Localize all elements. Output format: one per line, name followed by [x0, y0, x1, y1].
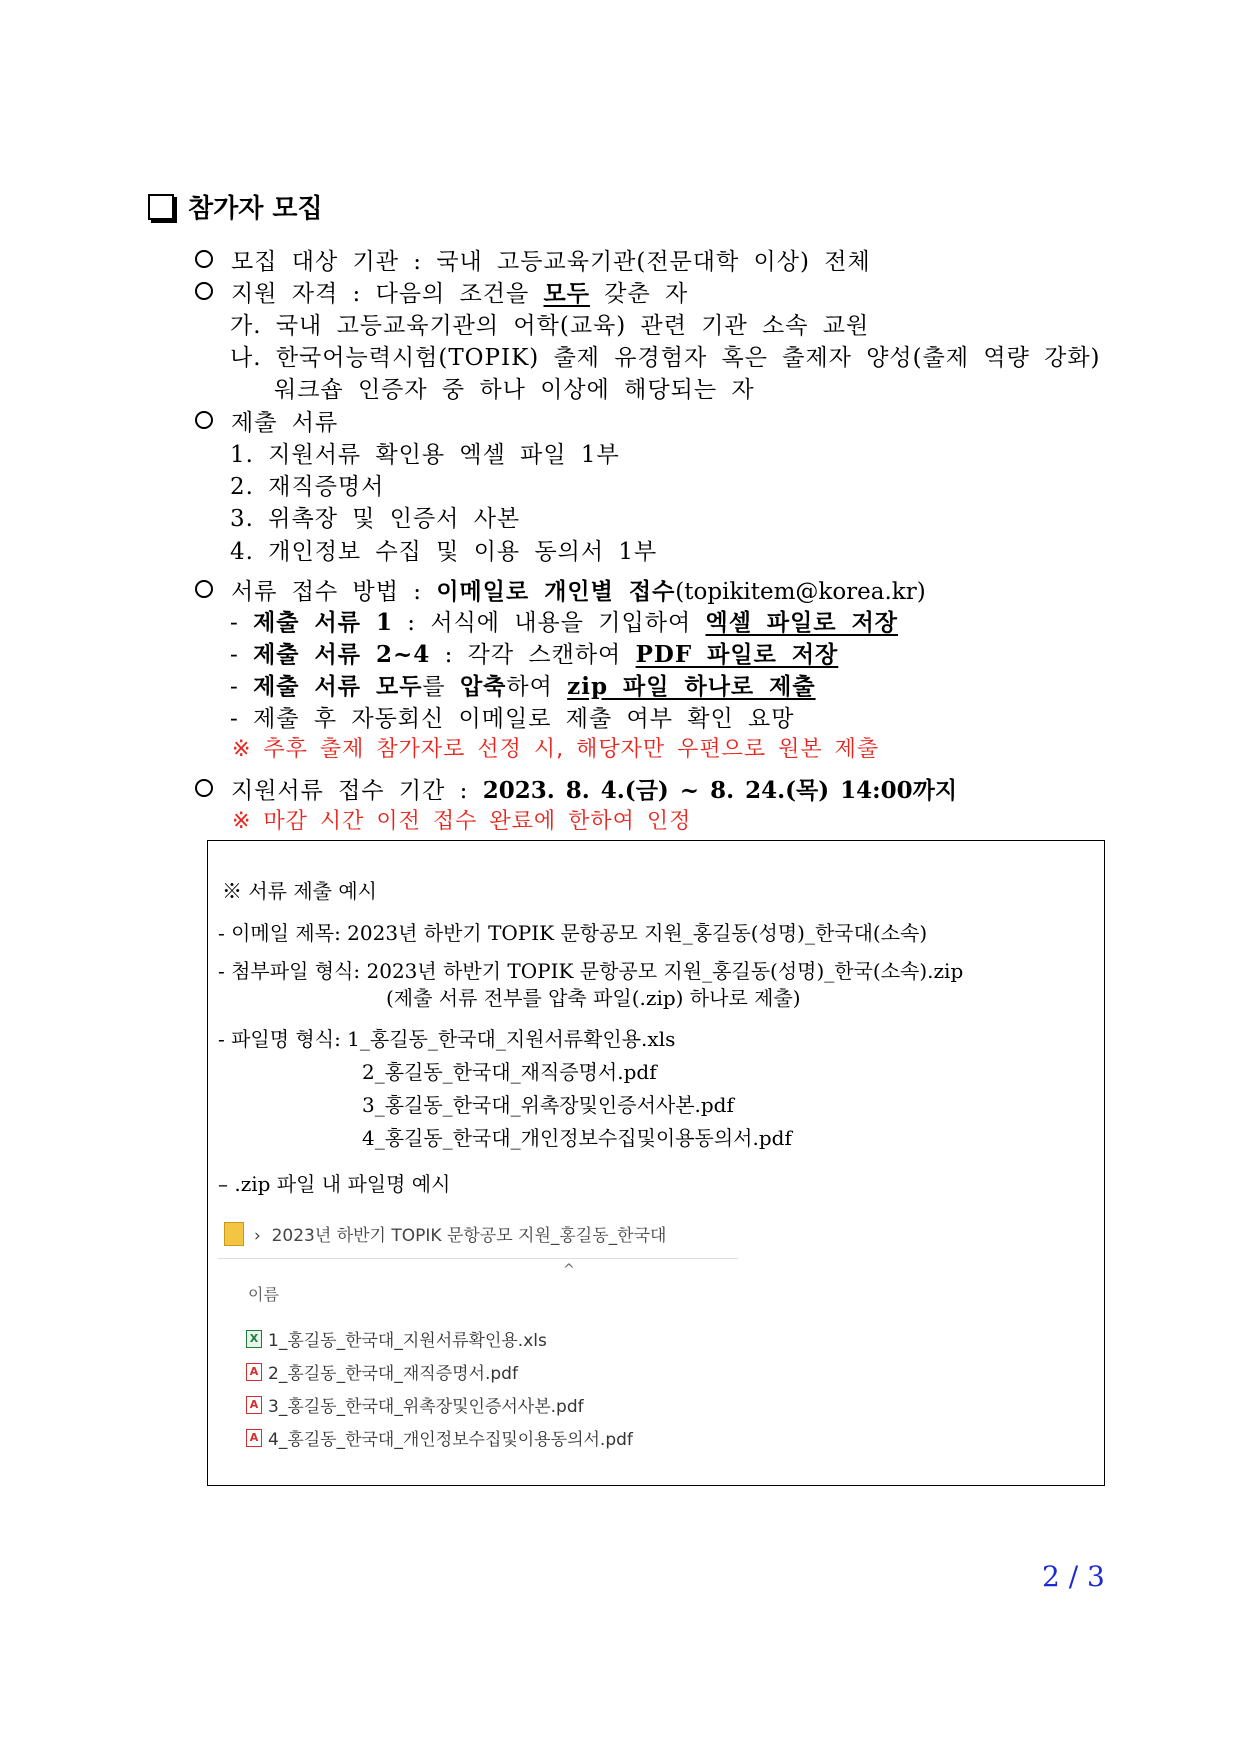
qual-item-a: 가. 국내 고등교육기관의 어학(교육) 관련 기관 소속 교원 — [230, 313, 870, 339]
bullet-circle-icon — [195, 411, 213, 429]
m4-text: 제출 후 자동회신 이메일로 제출 여부 확인 요망 — [253, 706, 795, 732]
fname-item: 4_홍길동_한국대_개인정보수집및이용동의서.pdf — [362, 1126, 792, 1150]
file-row[interactable] — [246, 1326, 547, 1351]
file-row[interactable] — [246, 1359, 518, 1384]
fname-label: - 파일명 형식: — [218, 1027, 341, 1051]
file-row[interactable] — [246, 1425, 633, 1450]
method-label: 서류 접수 방법 — [231, 579, 399, 605]
explorer-window — [218, 1218, 738, 1463]
m2-underline: PDF 파일로 저장 — [635, 641, 839, 668]
qual-item-b-line2: 워크숍 인증자 중 하나 이상에 해당되는 자 — [274, 377, 755, 403]
file-name: 4_홍길동_한국대_개인정보수집및이용동의서.pdf — [268, 1430, 633, 1450]
method-step-2: - 제출 서류 2~4 : 각각 스캔하여 PDF 파일로 저장 — [230, 641, 839, 668]
folder-icon — [224, 1222, 244, 1246]
item-period: 지원서류 접수 기간 : 2023. 8. 4.(금) ~ 8. 24.(목) 14:00까지 — [195, 772, 957, 805]
bullet-circle-icon — [195, 250, 213, 268]
zip-example-label: – .zip 파일 내 파일명 예시 — [218, 1172, 451, 1196]
m3-emphasis-2: 압축 — [459, 673, 507, 700]
item-method: 서류 접수 방법 : 이메일로 개인별 접수(topikitem@korea.kr) — [195, 573, 926, 606]
bullet-circle-icon — [195, 282, 213, 300]
doc-item: 1. 지원서류 확인용 엑셀 파일 1부 — [230, 442, 620, 468]
item-target: 모집 대상 기관 : 국내 고등교육기관(전문대학 이상) 전체 — [195, 243, 871, 276]
m3-text: 를 — [422, 674, 446, 700]
attach-note: (제출 서류 전부를 압축 파일(.zip) 하나로 제출) — [386, 986, 801, 1010]
file-row[interactable] — [246, 1392, 584, 1417]
period-note: ※ 마감 시간 이전 접수 완료에 한하여 인정 — [232, 809, 692, 834]
qual-label: 지원 자격 — [231, 281, 339, 307]
item-documents — [195, 404, 338, 437]
m3-text-2: 하여 — [506, 674, 553, 700]
m2-text: 각각 스캔하여 — [467, 642, 622, 668]
target-value: 국내 고등교육기관(전문대학 이상) 전체 — [436, 249, 871, 275]
file-name: 1_홍길동_한국대_지원서류확인용.xls — [268, 1331, 547, 1351]
excel-icon: X — [246, 1330, 262, 1348]
m3-emphasis: 제출 서류 모두 — [253, 673, 423, 700]
doc-item: 3. 위촉장 및 인증서 사본 — [230, 506, 521, 532]
docs-label: 제출 서류 — [231, 410, 339, 436]
pdf-icon: A — [246, 1363, 262, 1381]
bullet-circle-icon — [195, 779, 213, 797]
m1-text: 서식에 내용을 기입하여 — [430, 610, 692, 636]
checkbox-icon — [148, 194, 174, 220]
qual-emphasis: 모두 — [543, 280, 590, 307]
file-name: 3_홍길동_한국대_위촉장및인증서사본.pdf — [268, 1397, 584, 1417]
period-label: 지원서류 접수 기간 — [231, 778, 446, 804]
breadcrumb-path: 2023년 하반기 TOPIK 문항공모 지원_홍길동_한국대 — [271, 1226, 667, 1246]
method-note: ※ 추후 출제 참가자로 선정 시, 해당자만 우편으로 원본 제출 — [232, 737, 880, 762]
email-value: 2023년 하반기 TOPIK 문항공모 지원_홍길동(성명)_한국대(소속) — [347, 921, 928, 945]
section-title: 참가자 모집 — [188, 194, 323, 224]
divider — [218, 1258, 738, 1259]
attach-label: - 첨부파일 형식: — [218, 959, 361, 983]
method-step-3: - 제출 서류 모두를 압축하여 zip 파일 하나로 제출 — [230, 673, 816, 700]
example-attach — [218, 955, 963, 984]
m2-emphasis: 제출 서류 2~4 — [253, 641, 431, 668]
qual-text-end: 갖춘 자 — [604, 281, 689, 307]
method-step-1: - 제출 서류 1 : 서식에 내용을 기입하여 엑셀 파일로 저장 — [230, 609, 899, 636]
doc-item: 4. 개인정보 수집 및 이용 동의서 1부 — [230, 539, 658, 565]
chevron-up-icon[interactable]: ^ — [563, 1262, 575, 1278]
breadcrumb[interactable]: › 2023년 하반기 TOPIK 문항공모 지원_홍길동_한국대 — [254, 1226, 667, 1246]
m1-underline: 엑셀 파일로 저장 — [705, 609, 899, 636]
example-fname — [218, 1023, 675, 1052]
section-heading — [148, 188, 323, 225]
target-label: 모집 대상 기관 — [231, 249, 399, 275]
m3-underline: zip 파일 하나로 제출 — [567, 673, 816, 700]
example-email — [218, 917, 927, 946]
fname-item: 3_홍길동_한국대_위촉장및인증서사본.pdf — [362, 1093, 734, 1117]
page-number: 2 / 3 — [1042, 1560, 1105, 1593]
method-email: (topikitem@korea.kr) — [675, 579, 926, 605]
column-header-name[interactable]: 이름 — [248, 1285, 279, 1304]
m1-emphasis: 제출 서류 1 — [253, 609, 393, 636]
example-title: ※ 서류 제출 예시 — [222, 879, 377, 903]
method-emphasis: 이메일로 개인별 접수 — [436, 578, 676, 605]
period-value: 2023. 8. 4.(금) ~ 8. 24.(목) 14:00까지 — [482, 777, 958, 804]
fname-item: 2_홍길동_한국대_재직증명서.pdf — [362, 1060, 657, 1084]
email-label: - 이메일 제목: — [218, 921, 341, 945]
bullet-circle-icon — [195, 580, 213, 598]
qual-text: 다음의 조건을 — [375, 281, 530, 307]
item-qualification: 지원 자격 : 다음의 조건을 모두 갖춘 자 — [195, 275, 688, 308]
file-name: 2_홍길동_한국대_재직증명서.pdf — [268, 1364, 518, 1384]
fname-item: 1_홍길동_한국대_지원서류확인용.xls — [347, 1027, 676, 1051]
method-step-4: - 제출 후 자동회신 이메일로 제출 여부 확인 요망 — [230, 706, 795, 732]
pdf-icon: A — [246, 1429, 262, 1447]
doc-item: 2. 재직증명서 — [230, 474, 385, 500]
attach-value: 2023년 하반기 TOPIK 문항공모 지원_홍길동(성명)_한국(소속).zip — [366, 959, 964, 983]
pdf-icon: A — [246, 1396, 262, 1414]
qual-item-b-line1: 나. 한국어능력시험(TOPIK) 출제 유경험자 혹은 출제자 양성(출제 역량 강화) — [230, 345, 1101, 371]
